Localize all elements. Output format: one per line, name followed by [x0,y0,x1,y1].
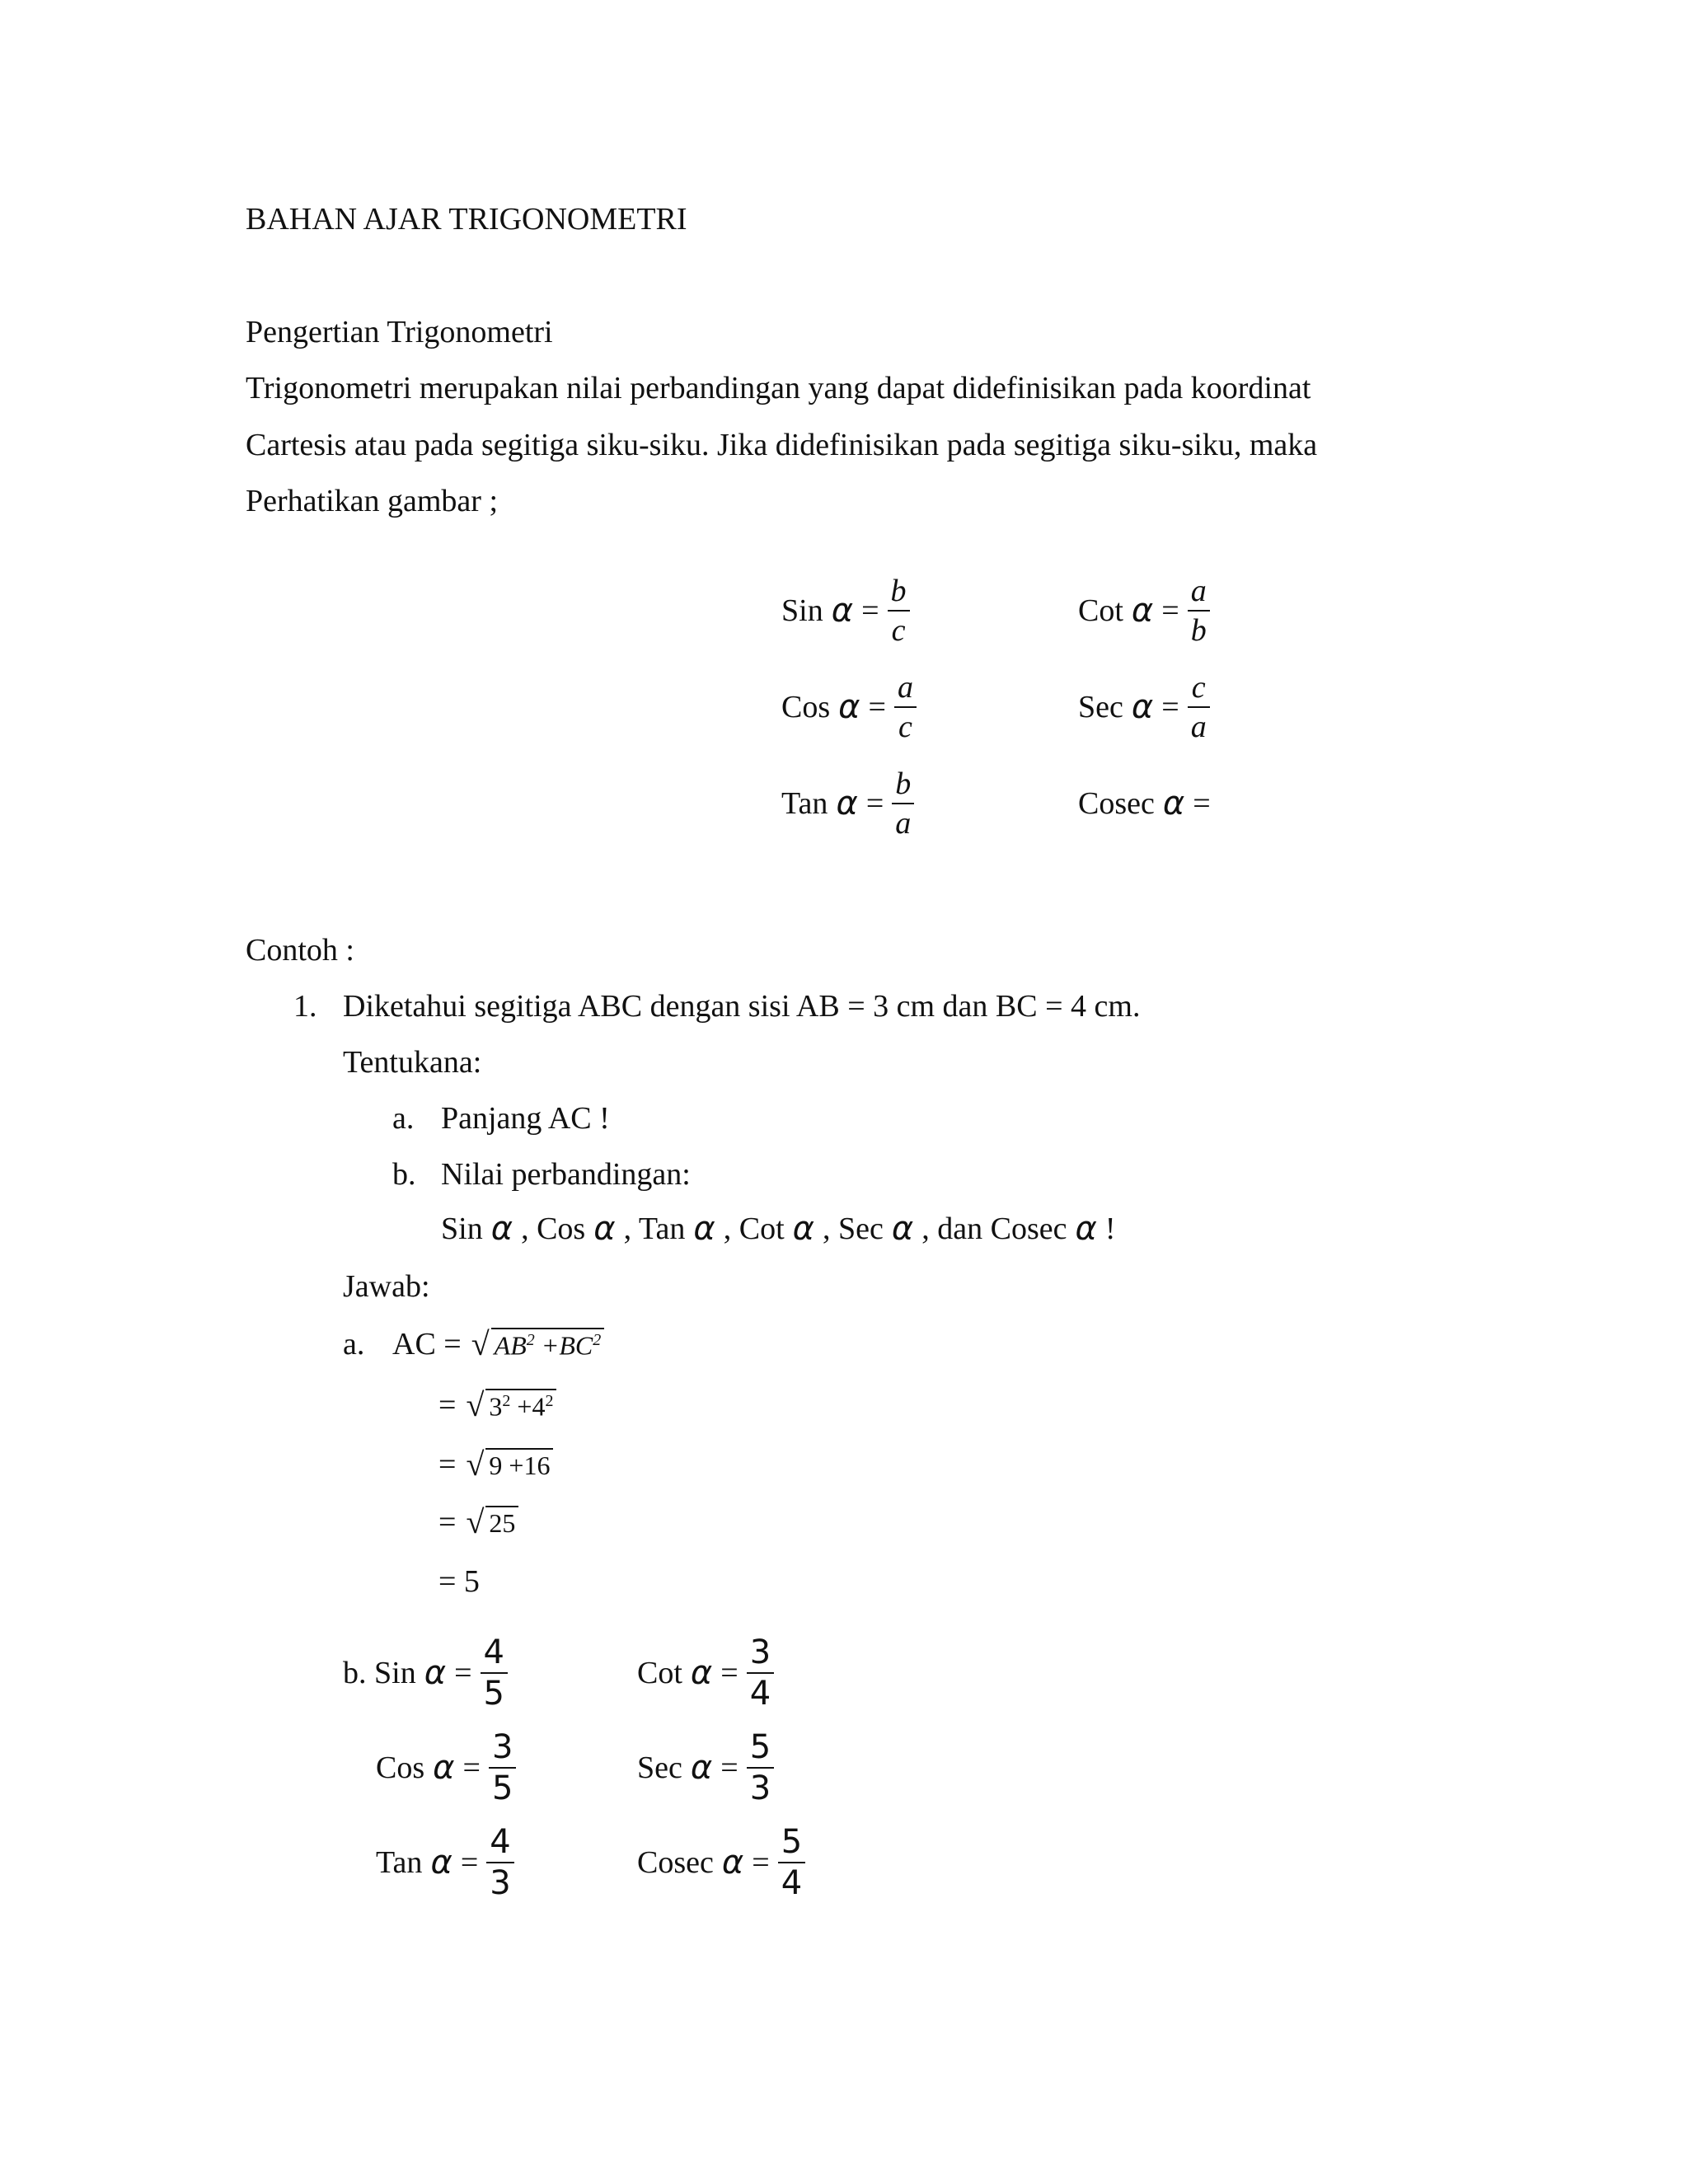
term-3: 3 [489,1391,503,1422]
alpha-symbol: α [831,592,854,630]
equals-sign: = [861,593,879,628]
alpha-symbol: α [1075,1210,1097,1248]
radicand: 25 [485,1506,518,1539]
radicand [491,1328,605,1361]
equals-sign: = [438,1388,457,1422]
square-root [466,1448,553,1481]
alpha-symbol: α [593,1210,616,1248]
exponent: 2 [526,1331,535,1349]
val-cosec-label: Cosec [637,1845,714,1880]
ratio-cosec: , dan Cosec [921,1212,1067,1246]
def-cos-fraction [894,672,917,743]
val-tan [376,1825,514,1900]
def-sin-label: Sin [781,593,823,628]
sub-a-marker: a. [392,1101,415,1136]
alpha-symbol: α [693,1210,715,1248]
fraction-bar [892,803,914,804]
denominator: a [895,806,912,841]
fraction-bar [747,1672,774,1674]
equals-sign: = [454,1656,472,1690]
def-tan [781,768,914,839]
ratio-list [441,1210,1116,1248]
alpha-symbol: α [891,1210,914,1248]
denominator: c [891,613,906,648]
ac-step-4 [438,1503,518,1541]
radical-sign: √ [466,1446,485,1483]
alpha-symbol: α [792,1210,814,1248]
def-cos-label: Cos [781,690,831,724]
exponent: 2 [593,1331,602,1349]
equals-sign: = [1161,593,1179,628]
val-tan-fraction [486,1825,513,1900]
radicand: 9 +16 [485,1448,553,1481]
example-item-text: Diketahui segitiga ABC dengan sisi AB = 3 cm dan BC = 4 cm. [343,989,1141,1024]
radical-sign: √ [471,1325,490,1362]
val-cot [637,1633,774,1713]
exponent: 2 [545,1392,554,1410]
def-sec-fraction [1188,672,1210,743]
alpha-symbol: α [430,1844,452,1882]
def-sin-fraction [888,575,910,646]
alpha-symbol: α [424,1654,447,1692]
equals-sign: = [1161,690,1179,724]
ac-step-1 [392,1325,604,1363]
sub-a-text: Panjang AC ! [441,1101,610,1136]
paragraph-line-2: Cartesis atau pada segitiga siku-siku. Jika didefinisikan pada segitiga siku-siku, maka [246,428,1318,462]
ac-step-5: = 5 [438,1564,480,1599]
numerator: a [1190,574,1207,608]
section-heading: Pengertian Trigonometri [246,315,553,349]
term-ab: AB [494,1330,527,1361]
val-sin-label: b. Sin [343,1656,416,1690]
ac-label: AC = [392,1327,462,1361]
denominator: c [898,710,912,744]
def-tan-fraction [892,768,914,839]
fraction-bar [481,1672,508,1674]
def-sec [1078,672,1210,743]
ratio-end: ! [1104,1212,1116,1246]
val-cot-fraction [747,1633,774,1713]
val-cos-label: Cos [376,1750,425,1785]
numerator: b [895,766,912,801]
ratio-cos: , Cos [521,1212,586,1246]
denominator: b [1190,613,1207,648]
example-item-number: 1. [293,989,317,1024]
alpha-symbol: α [836,785,858,823]
answer-heading: Jawab: [343,1269,430,1304]
equals-sign: = [1193,786,1211,821]
def-cot-fraction [1188,575,1210,646]
equals-sign: = [438,1505,457,1540]
def-tan-label: Tan [781,786,828,821]
plus-sign: + [541,1330,560,1361]
numerator: 3 [491,1728,513,1766]
alpha-symbol: α [433,1749,455,1787]
paragraph-line-3: Perhatikan gambar ; [246,484,499,518]
denominator: 5 [483,1675,504,1713]
radicand [485,1389,556,1422]
ac-step-3 [438,1446,553,1483]
equals-sign: = [868,690,886,724]
numerator: 4 [490,1823,511,1861]
val-sin-fraction [481,1633,508,1713]
task-label: Tentukana: [343,1045,482,1080]
denominator: 3 [490,1864,511,1902]
alpha-symbol: α [838,688,860,726]
denominator: 4 [749,1675,771,1713]
ac-step-2 [438,1386,556,1424]
equals-sign: = [460,1845,479,1880]
alpha-symbol: α [721,1844,744,1882]
numerator: 5 [781,1823,803,1861]
exponent: 2 [502,1392,511,1410]
def-sec-label: Sec [1078,690,1123,724]
fraction-bar [486,1862,513,1863]
numerator: a [897,670,913,705]
equals-sign: = [720,1750,738,1785]
alpha-symbol: α [690,1654,713,1692]
example-heading: Contoh : [246,933,354,968]
val-cosec [637,1825,805,1900]
ratio-cot: , Cot [723,1212,785,1246]
equals-sign: = [720,1656,738,1690]
fraction-bar [1188,706,1210,708]
val-cosec-fraction [778,1825,805,1900]
val-sec [637,1728,774,1807]
def-cot-label: Cot [1078,593,1123,628]
numerator: c [1191,670,1206,705]
alpha-symbol: α [690,1749,713,1787]
term-bc: BC [559,1330,593,1361]
document-title: BAHAN AJAR TRIGONOMETRI [246,202,687,237]
equals-sign: = [438,1447,457,1482]
fraction-bar [888,610,910,612]
denominator: a [1190,710,1207,744]
val-cot-label: Cot [637,1656,682,1690]
numerator: 3 [749,1633,771,1671]
val-cos [376,1728,516,1807]
term-4: 4 [532,1391,546,1422]
ratio-sec: , Sec [823,1212,884,1246]
sub-b-text: Nilai perbandingan: [441,1157,691,1192]
alpha-symbol: α [1162,785,1185,823]
def-cot [1078,575,1210,646]
radical-sign: √ [466,1503,485,1540]
equals-sign: = [462,1750,481,1785]
def-cosec-label: Cosec [1078,786,1155,821]
alpha-symbol: α [490,1210,513,1248]
def-cos [781,672,917,743]
equals-sign: = [752,1845,770,1880]
def-sin [781,575,910,646]
denominator: 4 [781,1864,803,1902]
fraction-bar [489,1767,516,1769]
square-root [466,1503,518,1540]
val-sin [343,1633,508,1713]
radical-sign: √ [466,1386,485,1423]
fraction-bar [894,706,917,708]
numerator: 5 [749,1728,771,1766]
alpha-symbol: α [1131,688,1154,726]
fraction-bar [778,1862,805,1863]
equals-sign: = [865,786,884,821]
plus-sign: + [517,1391,532,1422]
alpha-symbol: α [1131,592,1154,630]
denominator: 5 [491,1769,513,1807]
numerator: 4 [483,1633,504,1671]
denominator: 3 [749,1769,771,1807]
val-sec-fraction [747,1728,774,1807]
numerator: b [890,574,907,608]
ratio-tan: , Tan [623,1212,686,1246]
paragraph-line-1: Trigonometri merupakan nilai perbandingan yang dapat didefinisikan pada koordinat [246,371,1311,405]
def-cosec [1078,785,1211,823]
ratio-sin: Sin [441,1212,483,1246]
sub-b-marker: b. [392,1157,416,1192]
val-sec-label: Sec [637,1750,682,1785]
fraction-bar [1188,610,1210,612]
square-root [466,1386,556,1423]
val-cos-fraction [489,1728,516,1807]
square-root [471,1325,605,1362]
val-tan-label: Tan [376,1845,423,1880]
part-a-marker: a. [343,1327,365,1361]
fraction-bar [747,1767,774,1769]
